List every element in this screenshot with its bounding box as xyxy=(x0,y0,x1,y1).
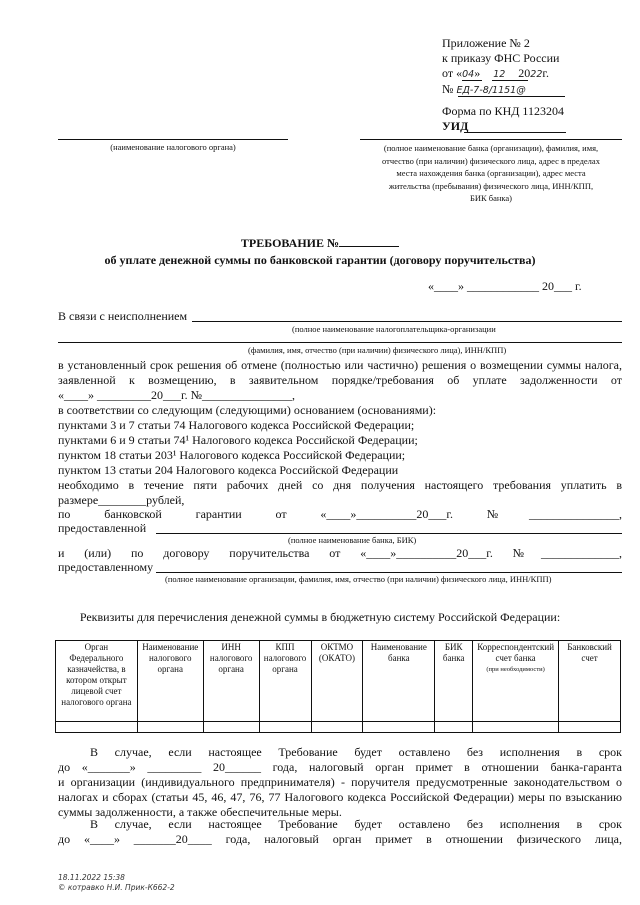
col-bank-name: Наименование банка xyxy=(363,641,435,722)
uid-label: УИД xyxy=(442,119,469,133)
para1-line3: «____» _________20___г. №_______________, xyxy=(58,388,296,402)
handwritten-month: 12 xyxy=(493,69,506,80)
in-connection-label: В связи с неисполнением xyxy=(58,309,188,323)
basis-point-3: пунктом 18 статьи 203¹ Налогового кодекса Российской Федерации; xyxy=(58,448,406,462)
closing-p1-line3: и организации (индивидуального предпринимателя) - поручителя предусмотренные законодательством о xyxy=(58,775,622,789)
basis-label: в соответствии со следующим (следующими) основанием (основаниями): xyxy=(58,403,437,417)
tax-body-caption: (наименование налогового органа) xyxy=(110,142,236,152)
caption-org: (полное наименование налогоплательщика-организации xyxy=(292,324,496,334)
col-corr-account: Корреспондентский счет банка (при необходимости) xyxy=(473,641,559,722)
closing-p2-line1: В случае, если настоящее Требование будет оставлено без исполнения в срок xyxy=(90,817,622,831)
need-line2: размере________рублей, xyxy=(58,493,185,507)
footer-timestamp: 18.11.2022 15:38 xyxy=(58,873,125,882)
caption-person: (фамилия, имя, отчество (при наличии) физического лица), ИНН/КПП) xyxy=(248,345,507,355)
order-label: к приказу ФНС России xyxy=(442,51,560,65)
col-bik: БИК банка xyxy=(435,641,473,722)
handwritten-year: 22 xyxy=(530,69,543,80)
surety-caption: (полное наименование организации, фамилия, имя, отчество (при наличии) физического лица, ИНН/КПП) xyxy=(165,574,552,584)
bank-field xyxy=(360,139,622,140)
bank-caption: (полное наименование банка (организации), фамилия, имя, отчество (при наличии) физического лица, адрес в пределах места нахождения банка (организации), адрес места жительства (пребывания) физического лица, ИНН/КПП, БИК банка) xyxy=(382,143,600,203)
closing-p1-line5: суммы задолженности, а также обеспечительные меры. xyxy=(58,805,342,819)
order-date: от «04» 12 2022г. xyxy=(442,66,549,80)
col-bank-account: Банковский счет xyxy=(559,641,621,722)
handwritten-order-number: ЕД-7-8/1151@ xyxy=(456,85,526,96)
handwritten-day: 04 xyxy=(462,69,475,80)
requirement-subtitle: об уплате денежной суммы по банковской гарантии (договору поручительства) xyxy=(104,253,536,267)
table-row xyxy=(56,722,621,733)
requirement-date: «____» ____________ 20___ г. xyxy=(428,279,582,293)
guarantee-line: по банковской гарантии от «____»__________20___г. №_______________, xyxy=(58,507,622,521)
col-kpp: КПП налогового органа xyxy=(259,641,311,722)
closing-p1-line1: В случае, если настоящее Требование будет оставлено без исполнения в срок xyxy=(90,745,622,759)
basis-point-4: пунктом 13 статьи 204 Налогового кодекса Российской Федерации xyxy=(58,463,399,477)
basis-point-2: пунктами 6 и 9 статьи 74¹ Налогового кодекса Российской Федерации; xyxy=(58,433,418,447)
requirement-title: ТРЕБОВАНИЕ № xyxy=(0,236,640,251)
footer-doc-ref: © котравко Н.И. Прик-К662-2 xyxy=(58,883,175,892)
closing-p2-line2: до «____» _______20____ года, налоговый орган примет в отношении физического лица, xyxy=(58,832,622,846)
guarantee-given: предоставленной xyxy=(58,521,147,535)
appendix-label: Приложение № 2 xyxy=(442,36,530,50)
form-code: Форма по КНД 1123204 xyxy=(442,104,564,118)
col-oktmo: ОКТМО (ОКАТО) xyxy=(311,641,363,722)
surety-given: предоставленному xyxy=(58,560,154,574)
closing-p1-line2: до «_______» _________ 20______ года, налоговый орган примет в отношении банка-гаранта xyxy=(58,760,622,774)
need-line1: необходимо в течение пяти рабочих дней со дня получения настоящего требования уплатить в xyxy=(58,478,622,492)
col-inn: ИНН налогового органа xyxy=(203,641,259,722)
para1-line1: в установленный срок решения об отмене (полностью или частично) решения о возмещении суммы налога, xyxy=(58,358,622,372)
col-tax-body-name: Наименование налогового органа xyxy=(137,641,203,722)
closing-p1-line4: налогах и сборах (статьи 45, 46, 47, 76, 77 Налогового кодекса Российской Федерации) меры по взысканию xyxy=(58,790,622,804)
basis-point-1: пунктами 3 и 7 статьи 74 Налогового кодекса Российской Федерации; xyxy=(58,418,415,432)
order-number: № ЕД-7-8/1151@ xyxy=(442,82,526,96)
tax-body-field xyxy=(58,139,288,140)
requisites-table xyxy=(55,640,621,733)
requisites-title: Реквизиты для перечисления денежной суммы в бюджетную систему Российской Федерации: xyxy=(79,610,561,624)
col-treasury: Орган Федерального казначейства, в котором открыт лицевой счет налогового органа xyxy=(56,641,138,722)
surety-line: и (или) по договору поручительства от «____»__________20___г. №_____________, xyxy=(58,546,622,560)
para1-line2: заявленной к возмещению, в заявительном порядке/требования об уплате задолженности от xyxy=(58,373,622,387)
guarantee-caption: (полное наименование банка, БИК) xyxy=(288,535,417,545)
